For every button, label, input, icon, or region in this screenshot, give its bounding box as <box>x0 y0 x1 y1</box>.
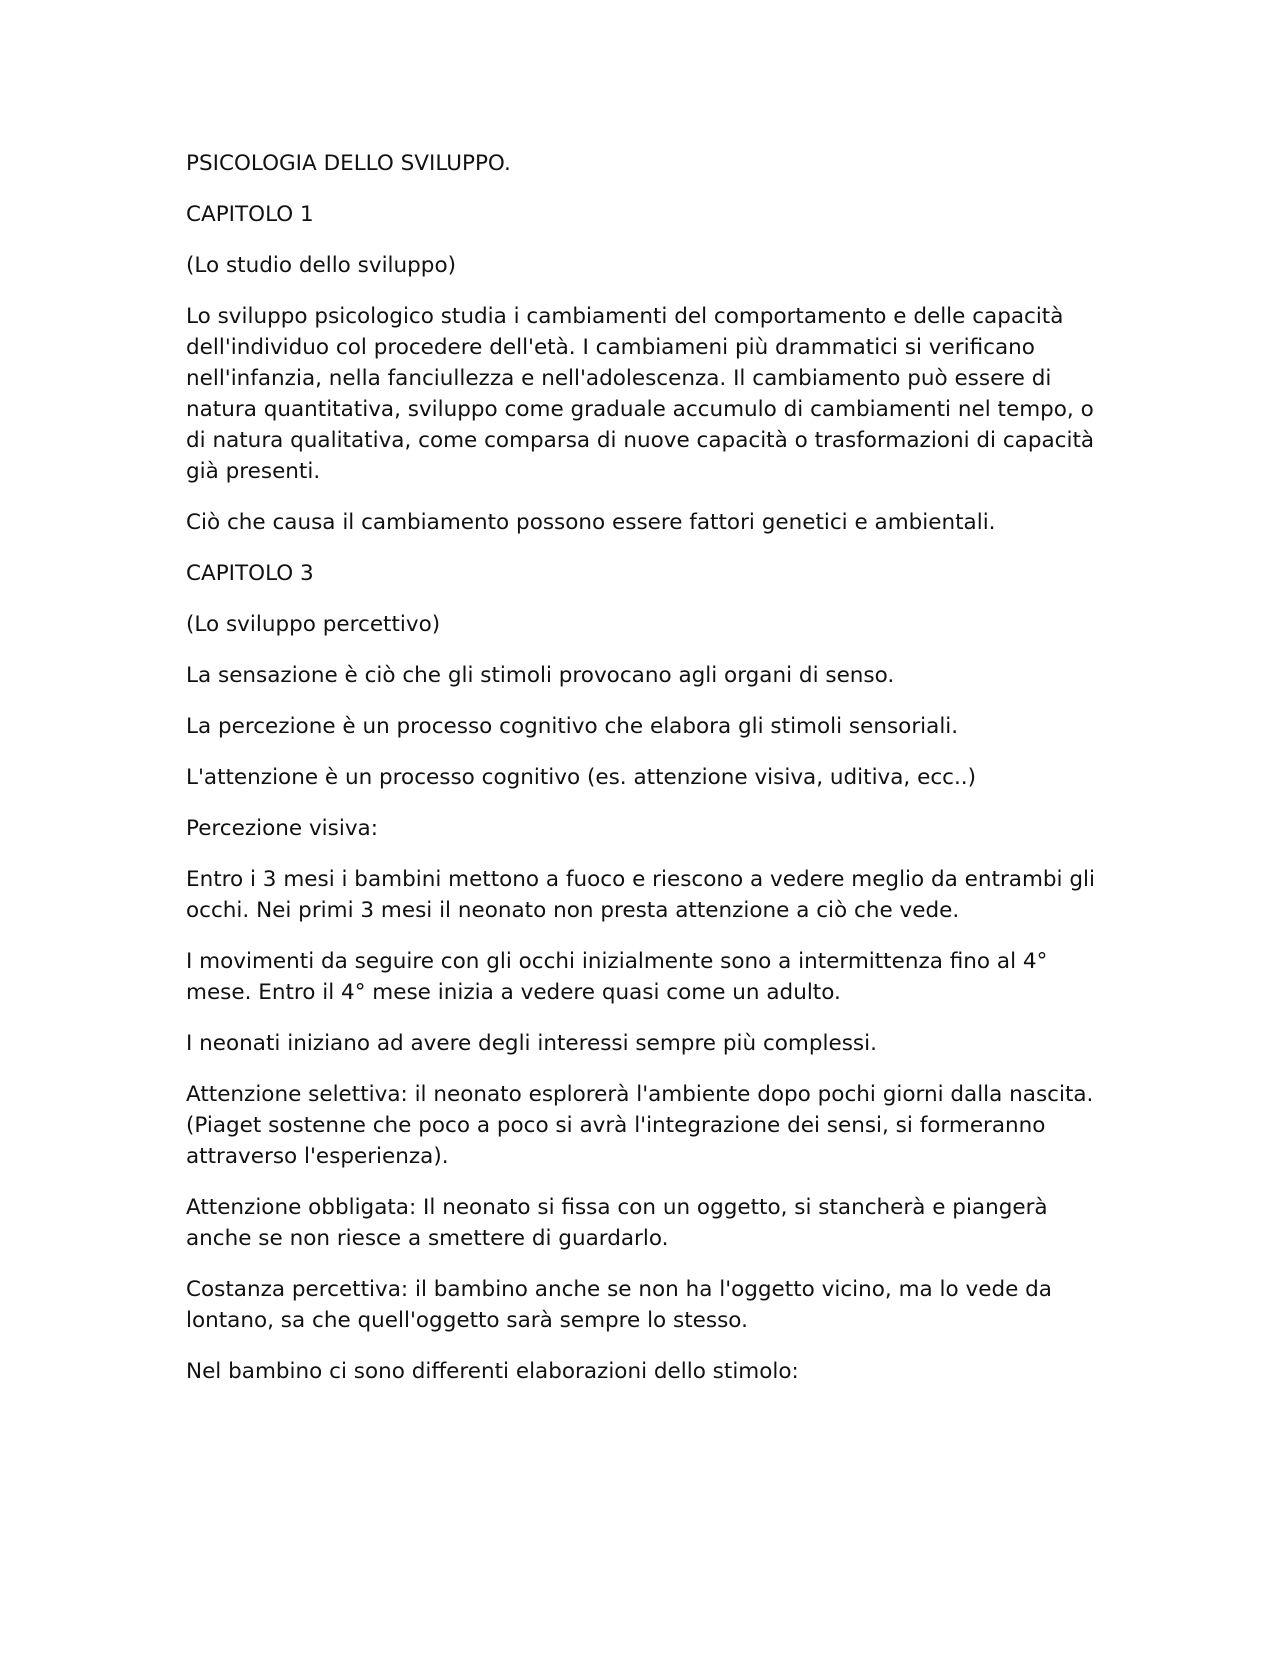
paragraph: Attenzione obbligata: Il neonato si fissa con un oggetto, si stancherà e piangerà anche se non riesce a smettere di guardarlo. <box>186 1195 1055 1251</box>
paragraph: L'attenzione è un processo cognitivo (es. attenzione visiva, uditiva, ecc..) <box>186 765 977 790</box>
chapter-heading: CAPITOLO 1 <box>186 202 314 227</box>
document-body <box>186 148 1114 1407</box>
document-title: PSICOLOGIA DELLO SVILUPPO. <box>186 151 511 176</box>
paragraph: Costanza percettiva: il bambino anche se non ha l'oggetto vicino, ma lo vede da lontano, sa che quell'oggetto sarà sempre lo stesso. <box>186 1277 1059 1333</box>
paragraph: La sensazione è ciò che gli stimoli provocano agli organi di senso. <box>186 663 895 688</box>
chapter-subtitle: (Lo studio dello sviluppo) <box>186 253 456 278</box>
chapter-heading: CAPITOLO 3 <box>186 561 314 586</box>
chapter-subtitle: (Lo sviluppo percettivo) <box>186 612 441 637</box>
paragraph: Ciò che causa il cambiamento possono essere fattori genetici e ambientali. <box>186 510 996 535</box>
paragraph: La percezione è un processo cognitivo che elabora gli stimoli sensoriali. <box>186 714 959 739</box>
paragraph: Lo sviluppo psicologico studia i cambiamenti del comportamento e delle capacità dell'individuo col procedere dell'età. I cambiameni più drammatici si verificano nell'infanzia, nella fanciullezza e nell'adolescenza. Il cambiamento può essere di natura quantitativa, sviluppo come graduale accumulo di cambiamenti nel tempo, o di natura qualitativa, come comparsa di nuove capacità o trasformazioni di capacità già presenti. <box>186 304 1101 484</box>
paragraph: Nel bambino ci sono differenti elaborazioni dello stimolo: <box>186 1359 799 1384</box>
paragraph: Attenzione selettiva: il neonato esplorerà l'ambiente dopo pochi giorni dalla nascita. (Piaget sostenne che poco a poco si avrà l'integrazione dei sensi, si formeranno attraverso l'esperienza). <box>186 1082 1114 1169</box>
paragraph: I movimenti da seguire con gli occhi inizialmente sono a intermittenza fino al 4° mese. Entro il 4° mese inizia a vedere quasi come un adulto. <box>186 949 1055 1005</box>
paragraph: I neonati iniziano ad avere degli interessi sempre più complessi. <box>186 1031 877 1056</box>
paragraph: Entro i 3 mesi i bambini mettono a fuoco e riescono a vedere meglio da entrambi gli occhi. Nei primi 3 mesi il neonato non presta attenzione a ciò che vede. <box>186 867 1102 923</box>
section-label: Percezione visiva: <box>186 816 378 841</box>
